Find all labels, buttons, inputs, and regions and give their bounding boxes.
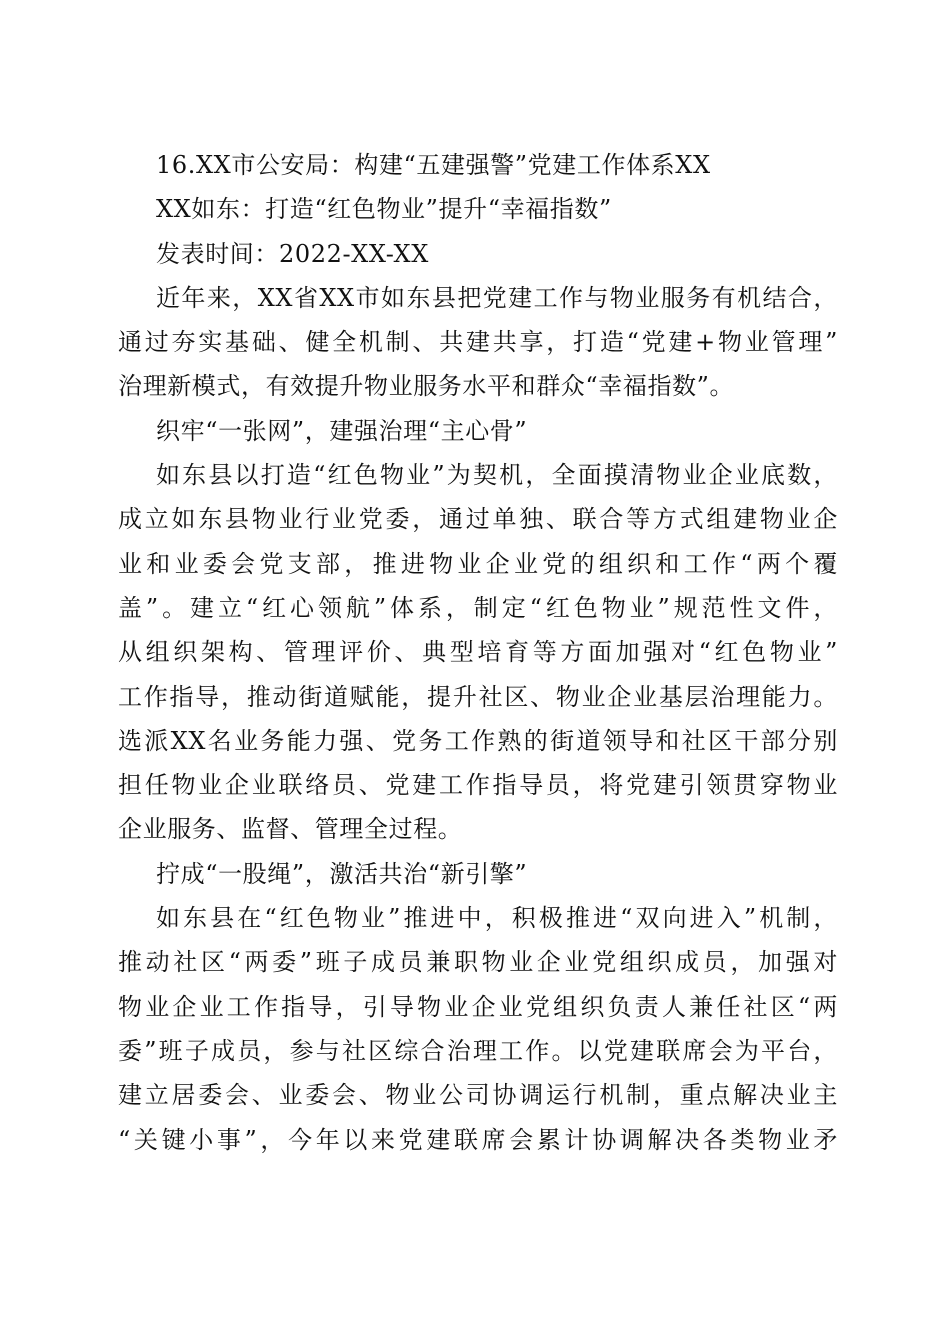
publish-date: 发表时间：2022-XX-XX bbox=[156, 239, 429, 268]
paragraph-line: 治理新模式，有效提升物业服务水平和群众“幸福指数”。 bbox=[118, 372, 735, 401]
document-page bbox=[118, 143, 838, 1162]
paragraph-line: 选派XX名业务能力强、党务工作熟的街道领导和社区干部分别 bbox=[118, 726, 838, 755]
paragraph-line: 如东县以打造“红色物业”为契机，全面摸清物业企业底数， bbox=[156, 461, 838, 490]
paragraph-line: 业和业委会党支部，推进物业企业党的组织和工作“两个覆 bbox=[118, 549, 838, 578]
paragraph-line: 通过夯实基础、健全机制、共建共享，打造“党建+物业管理” bbox=[118, 328, 838, 357]
section-heading-2: 拧成“一股绳”，激活共治“新引擎” bbox=[156, 859, 528, 888]
paragraph-line: “关键小事”，今年以来党建联席会累计协调解决各类物业矛 bbox=[118, 1125, 838, 1154]
paragraph-line: 近年来，XX省XX市如东县把党建工作与物业服务有机结合， bbox=[156, 283, 838, 312]
paragraph-line: 担任物业企业联络员、党建工作指导员，将党建引领贯穿物业 bbox=[118, 771, 838, 800]
paragraph-rope bbox=[118, 896, 838, 1162]
paragraph-line: 推动社区“两委”班子成员兼职物业企业党组织成员，加强对 bbox=[118, 948, 838, 977]
paragraph-line: 盖”。建立“红心领航”体系，制定“红色物业”规范性文件， bbox=[118, 593, 838, 622]
section-heading-1: 织牢“一张网”，建强治理“主心骨” bbox=[156, 416, 528, 445]
paragraph-network bbox=[118, 453, 838, 852]
paragraph-line: 物业企业工作指导，引导物业企业党组织负责人兼任社区“两 bbox=[118, 992, 838, 1021]
paragraph-line: 成立如东县物业行业党委，通过单独、联合等方式组建物业企 bbox=[118, 505, 838, 534]
paragraph-line: 委”班子成员，参与社区综合治理工作。以党建联席会为平台， bbox=[118, 1036, 838, 1065]
article-title: 16.XX市公安局：构建“五建强警”党建工作体系XX bbox=[156, 151, 711, 179]
paragraph-intro bbox=[118, 276, 838, 409]
paragraph-line: 从组织架构、管理评价、典型培育等方面加强对“红色物业” bbox=[118, 638, 838, 667]
paragraph-line: 企业服务、监督、管理全过程。 bbox=[118, 815, 463, 844]
article-subtitle: XX如东：打造“红色物业”提升“幸福指数” bbox=[156, 195, 612, 224]
paragraph-line: 如东县在“红色物业”推进中，积极推进“双向进入”机制， bbox=[156, 904, 838, 933]
paragraph-line: 建立居委会、业委会、物业公司协调运行机制，重点解决业主 bbox=[118, 1081, 838, 1110]
paragraph-line: 工作指导，推动街道赋能，提升社区、物业企业基层治理能力。 bbox=[118, 682, 838, 711]
